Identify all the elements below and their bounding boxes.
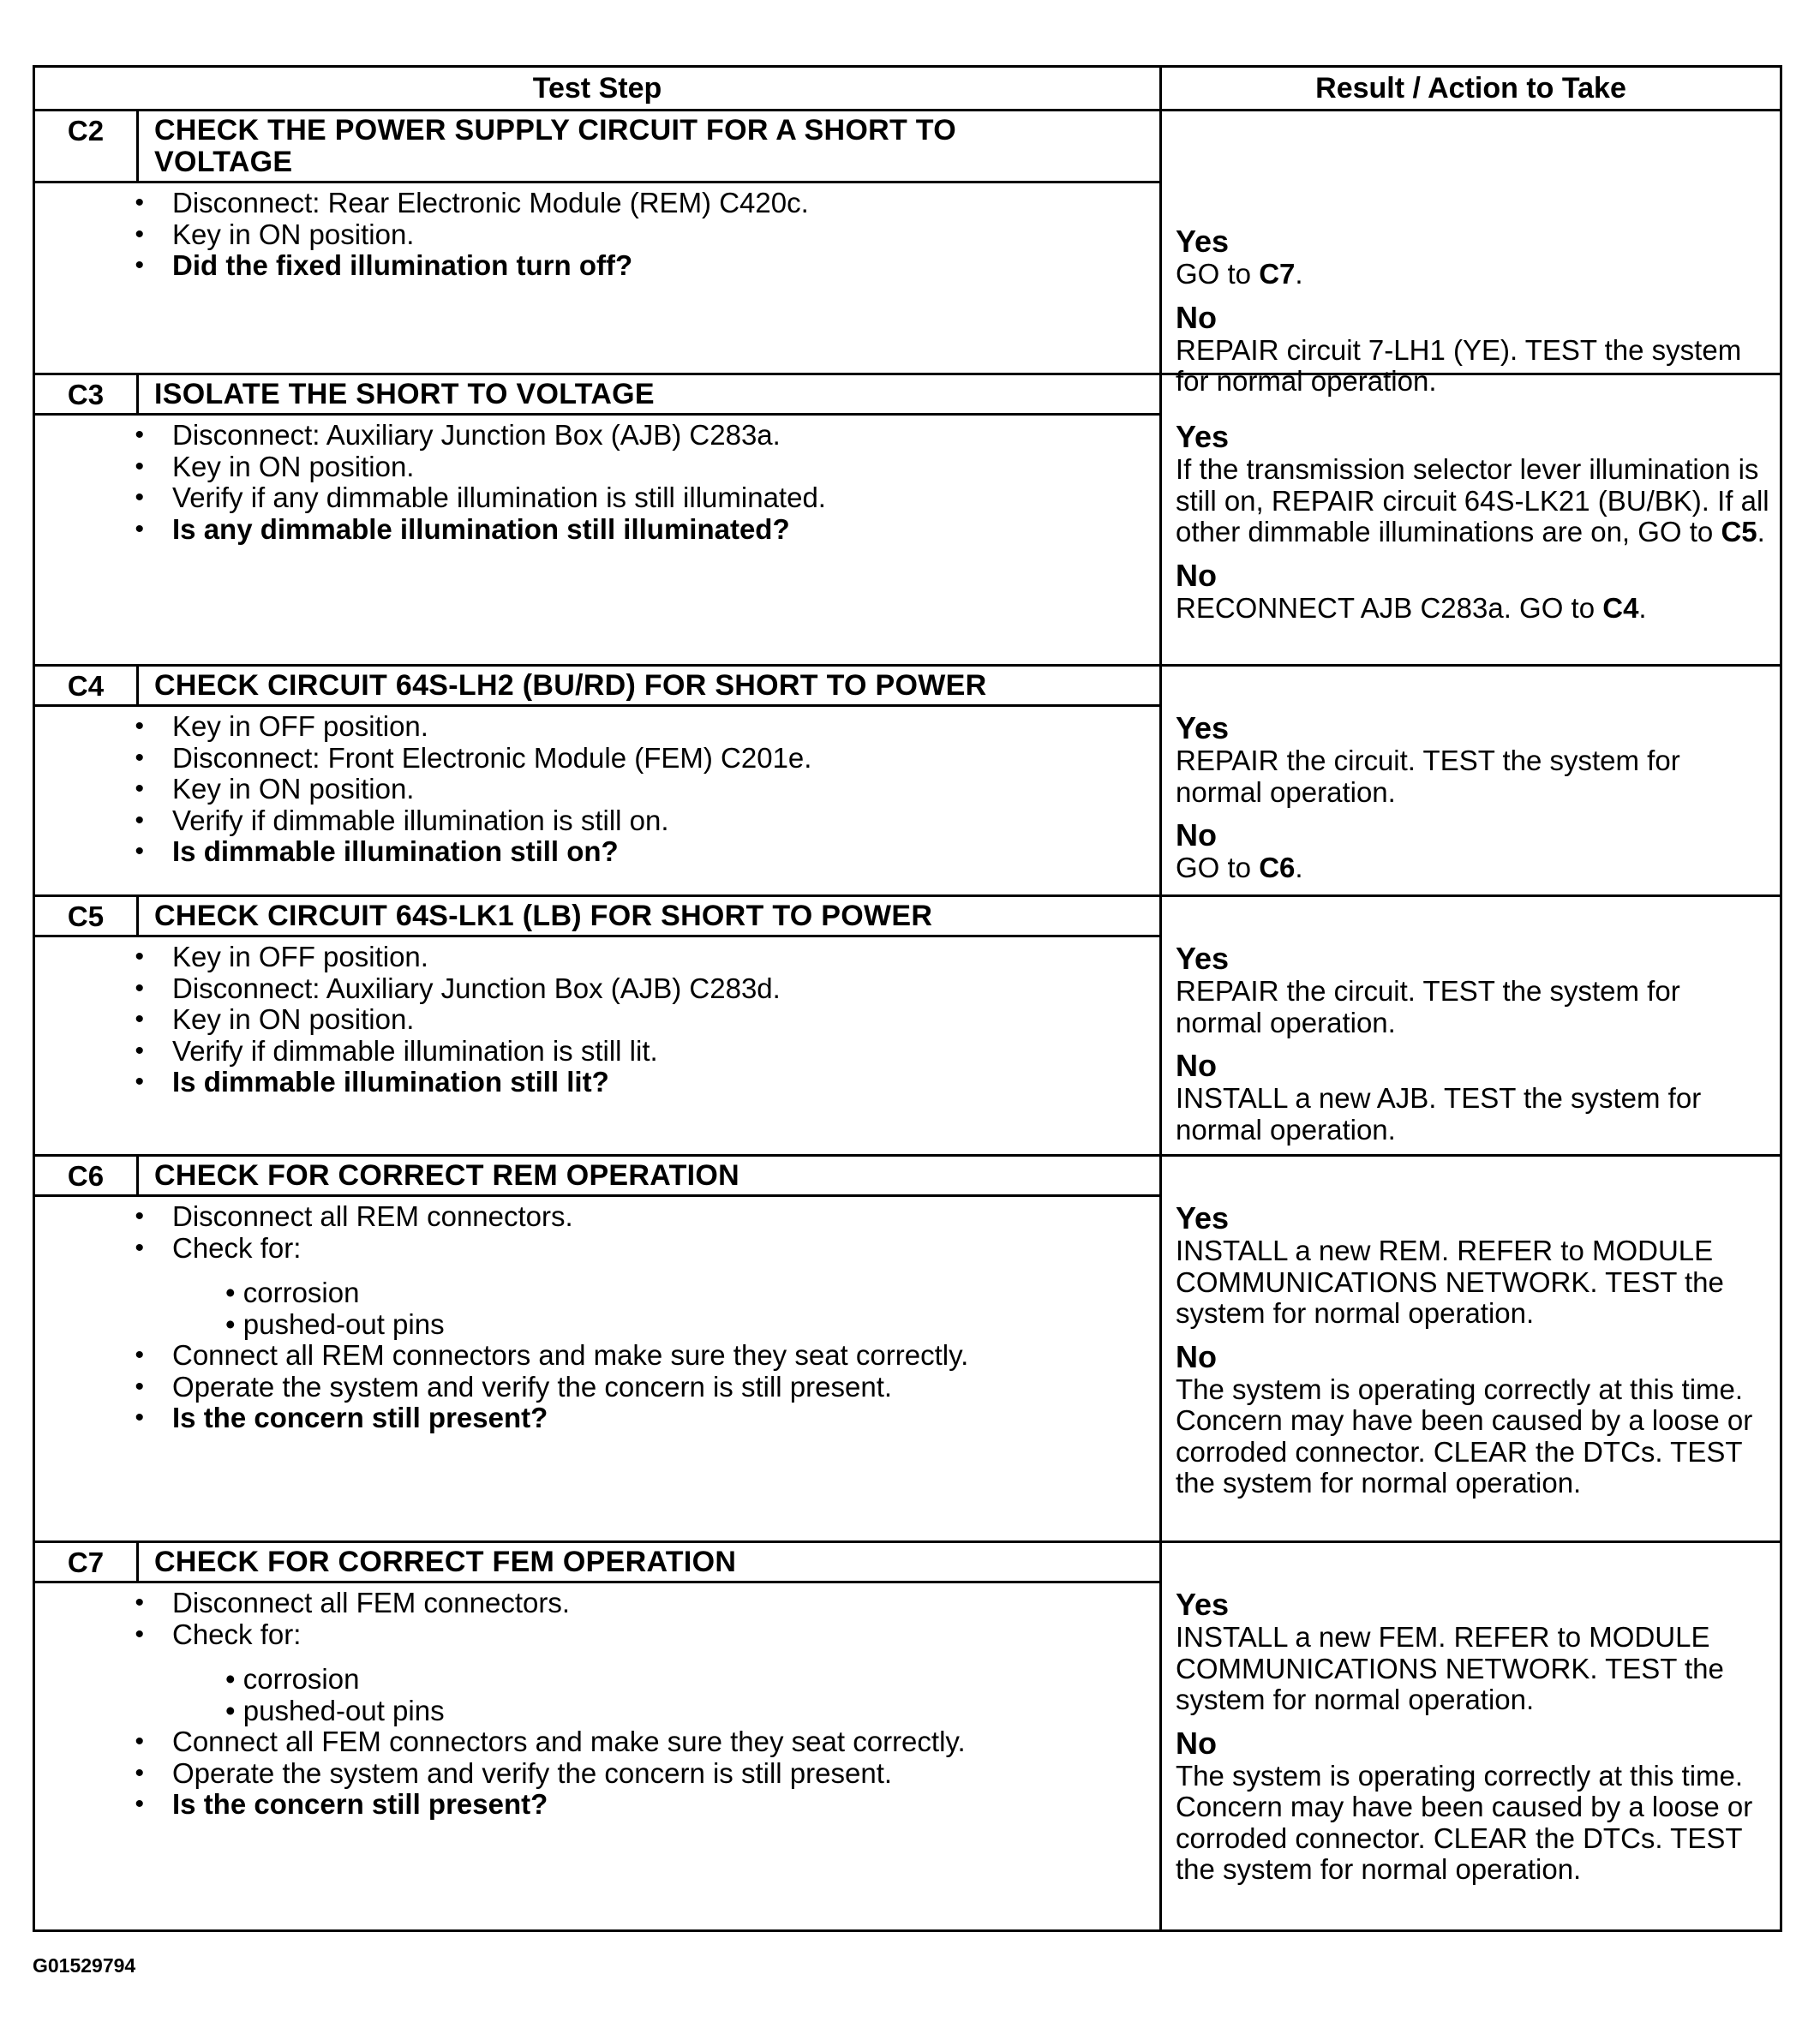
instruction-text: Did the fixed illumination turn off? xyxy=(172,249,633,281)
instruction-text: Verify if dimmable illumination is still on. xyxy=(172,804,669,836)
step-instructions xyxy=(35,1543,1162,1929)
yes-label: Yes xyxy=(1176,1200,1230,1235)
step-instruction xyxy=(35,774,1159,805)
step-instruction xyxy=(35,973,1159,1005)
step-instructions xyxy=(35,111,1162,373)
no-step-ref[interactable]: C4 xyxy=(1602,591,1639,624)
step-row-c3 xyxy=(35,375,1780,667)
bullet-icon: • xyxy=(135,421,144,449)
step-title-row xyxy=(35,111,1159,183)
no-label: No xyxy=(1176,1725,1217,1761)
step-results xyxy=(1162,111,1780,397)
yes-action-text: INSTALL a new REM. REFER to MODULE COMMUNICATIONS NETWORK. TEST the system for normal operation. xyxy=(1176,1235,1724,1329)
bullet-icon: • xyxy=(135,743,144,772)
bullet-icon: • xyxy=(135,837,144,865)
spacer xyxy=(1176,290,1773,301)
instruction-text: Is the concern still present? xyxy=(172,1788,548,1820)
no-action xyxy=(1176,593,1773,625)
yes-action-text: GO to xyxy=(1176,258,1260,290)
step-question xyxy=(35,514,1159,546)
bullet-icon: • xyxy=(135,1372,144,1401)
step-title-line: CHECK FOR CORRECT FEM OPERATION xyxy=(154,1546,737,1578)
spacer xyxy=(1176,1716,1773,1726)
bullet-icon: • xyxy=(135,1619,144,1648)
step-instruction xyxy=(35,1588,1159,1619)
yes-action xyxy=(1176,1235,1773,1330)
no-label: No xyxy=(1176,557,1217,593)
step-question xyxy=(35,836,1159,868)
step-title-line: CHECK THE POWER SUPPLY CIRCUIT FOR A SHORT TO xyxy=(154,114,956,147)
answer-block xyxy=(1176,224,1773,398)
step-question xyxy=(35,250,1159,282)
step-title xyxy=(139,667,1159,704)
sub-bullet-icon: • xyxy=(225,1663,243,1695)
no-action xyxy=(1176,1761,1773,1886)
step-title-row xyxy=(35,897,1159,937)
no-action-text: The system is operating correctly at this time. Concern may have been caused by a loose or corroded connector. CLEAR the DTCs. TEST the system for normal operation. xyxy=(1176,1759,1753,1885)
step-instruction xyxy=(35,188,1159,219)
sub-bullet-icon: • xyxy=(225,1277,243,1308)
step-instructions xyxy=(35,897,1162,1154)
no-label: No xyxy=(1176,299,1217,335)
yes-action xyxy=(1176,454,1773,548)
answer-block xyxy=(1176,420,1773,624)
step-title xyxy=(139,111,1159,181)
sub-item xyxy=(35,1309,1159,1341)
step-id: C5 xyxy=(35,897,139,935)
bullet-icon: • xyxy=(135,712,144,740)
bullet-icon: • xyxy=(135,188,144,217)
spacer xyxy=(1176,808,1773,818)
step-instructions xyxy=(35,375,1162,664)
step-body xyxy=(35,1583,1159,1829)
step-instruction xyxy=(35,219,1159,251)
step-title-line: ISOLATE THE SHORT TO VOLTAGE xyxy=(154,378,655,410)
instruction-text: Is any dimmable illumination still illuminated? xyxy=(172,512,790,545)
step-instructions xyxy=(35,667,1162,894)
bullet-icon: • xyxy=(135,1403,144,1432)
instruction-text: Check for: xyxy=(172,1231,302,1264)
step-instruction xyxy=(35,452,1159,483)
answer-block xyxy=(1176,1201,1773,1499)
step-instruction xyxy=(35,482,1159,514)
yes-label: Yes xyxy=(1176,941,1230,976)
bullet-icon: • xyxy=(135,973,144,1002)
instruction-text: Connect all FEM connectors and make sure they seat correctly. xyxy=(172,1726,966,1757)
step-instruction xyxy=(35,1036,1159,1068)
yes-action-text: If the transmission selector lever illumination is still on, REPAIR circuit 64S-LK21 (BU/BK). If all other dimmable illuminations are on, GO to xyxy=(1176,453,1769,547)
test-step-table xyxy=(33,65,1782,1932)
instruction-text: Verify if any dimmable illumination is still illuminated. xyxy=(172,482,826,513)
yes-action xyxy=(1176,745,1773,808)
step-id: C4 xyxy=(35,667,139,704)
header-result: Result / Action to Take xyxy=(1315,71,1626,105)
bullet-icon: • xyxy=(135,1005,144,1033)
instruction-text: Connect all REM connectors and make sure they seat correctly. xyxy=(172,1339,969,1371)
no-action-end: . xyxy=(1638,591,1647,624)
answer-block xyxy=(1176,711,1773,884)
step-results xyxy=(1162,1543,1780,1929)
instruction-text: Key in ON position. xyxy=(172,218,415,250)
step-row-c5 xyxy=(35,897,1780,1157)
step-title xyxy=(139,897,1159,935)
step-title-line: CHECK CIRCUIT 64S-LK1 (LB) FOR SHORT TO POWER xyxy=(154,900,933,932)
bullet-icon: • xyxy=(135,1588,144,1617)
step-results xyxy=(1162,375,1780,664)
answer-block xyxy=(1176,942,1773,1146)
instruction-text: Operate the system and verify the concern is still present. xyxy=(172,1756,893,1789)
no-action xyxy=(1176,1374,1773,1499)
instruction-text: Disconnect all REM connectors. xyxy=(172,1200,573,1232)
no-action-text: INSTALL a new AJB. TEST the system for normal operation. xyxy=(1176,1082,1702,1146)
yes-step-ref[interactable]: C7 xyxy=(1259,258,1296,290)
yes-label: Yes xyxy=(1176,419,1230,454)
no-action-text: RECONNECT AJB C283a. GO to xyxy=(1176,591,1603,624)
step-body xyxy=(35,937,1159,1107)
bullet-icon: • xyxy=(135,775,144,803)
step-instructions xyxy=(35,1157,1162,1540)
step-row-c6 xyxy=(35,1157,1780,1543)
bullet-icon: • xyxy=(135,805,144,835)
step-instruction xyxy=(35,1340,1159,1372)
sub-item-text: pushed-out pins xyxy=(242,1307,445,1340)
yes-action-text: INSTALL a new FEM. REFER to MODULE COMMUNICATIONS NETWORK. TEST the system for normal operation. xyxy=(1176,1621,1724,1715)
step-title xyxy=(139,1543,1159,1581)
step-body xyxy=(35,707,1159,876)
step-title-line: VOLTAGE xyxy=(154,146,293,178)
step-title-row xyxy=(35,1543,1159,1583)
yes-action-end: . xyxy=(1295,258,1303,290)
step-title-line: CHECK FOR CORRECT REM OPERATION xyxy=(154,1159,740,1192)
instruction-text: Disconnect: Auxiliary Junction Box (AJB) C283a. xyxy=(172,419,781,451)
table-header xyxy=(35,68,1780,111)
bullet-icon: • xyxy=(135,483,144,511)
sub-item-text: corrosion xyxy=(242,1663,360,1695)
instruction-text: Disconnect: Rear Electronic Module (REM) C420c. xyxy=(172,187,809,218)
sub-item-text: pushed-out pins xyxy=(242,1694,445,1726)
step-instruction xyxy=(35,1726,1159,1758)
sub-item xyxy=(35,1277,1159,1309)
no-action-text: GO to xyxy=(1176,852,1260,883)
step-results xyxy=(1162,897,1780,1154)
yes-action-text: REPAIR the circuit. TEST the system for normal operation. xyxy=(1176,745,1680,808)
yes-action xyxy=(1176,259,1773,290)
step-instruction xyxy=(35,1004,1159,1036)
step-instruction xyxy=(35,711,1159,743)
instruction-text: Key in OFF position. xyxy=(172,941,428,972)
instruction-text: Key in OFF position. xyxy=(172,710,428,742)
step-instruction xyxy=(35,1372,1159,1403)
sub-bullet-icon: • xyxy=(225,1694,243,1726)
step-results xyxy=(1162,667,1780,894)
bullet-icon: • xyxy=(135,251,144,279)
bullet-icon: • xyxy=(135,1727,144,1756)
yes-label: Yes xyxy=(1176,710,1230,745)
no-action-text: The system is operating correctly at this time. Concern may have been caused by a loose or corroded connector. CLEAR the DTCs. TEST the system for normal operation. xyxy=(1176,1373,1753,1499)
step-row-c4 xyxy=(35,667,1780,897)
no-label: No xyxy=(1176,1048,1217,1083)
step-instruction xyxy=(35,942,1159,973)
instruction-text: Is dimmable illumination still on? xyxy=(172,835,619,867)
no-action-end: . xyxy=(1295,852,1303,883)
step-body xyxy=(35,416,1159,553)
step-title-row xyxy=(35,1157,1159,1197)
step-results xyxy=(1162,1157,1780,1540)
instruction-text: Key in ON position. xyxy=(172,1003,415,1035)
step-instruction xyxy=(35,1233,1159,1265)
instruction-text: Disconnect all FEM connectors. xyxy=(172,1587,571,1618)
no-action-text: REPAIR circuit 7-LH1 (YE). TEST the system for normal operation. xyxy=(1176,333,1742,397)
step-row-c7 xyxy=(35,1543,1780,1929)
step-id: C3 xyxy=(35,375,139,413)
instruction-text: Operate the system and verify the concern is still present. xyxy=(172,1370,893,1403)
bullet-icon: • xyxy=(135,1233,144,1262)
bullet-icon: • xyxy=(135,1202,144,1230)
step-id: C6 xyxy=(35,1157,139,1194)
no-label: No xyxy=(1176,1338,1217,1374)
instruction-text: Disconnect: Front Electronic Module (FEM) C201e. xyxy=(172,741,812,774)
step-instruction xyxy=(35,420,1159,452)
sub-item xyxy=(35,1696,1159,1727)
bullet-icon: • xyxy=(135,1341,144,1369)
spacer xyxy=(1176,548,1773,559)
step-question xyxy=(35,1403,1159,1434)
step-body xyxy=(35,1197,1159,1443)
instruction-text: Check for: xyxy=(172,1618,302,1650)
header-test-step: Test Step xyxy=(35,68,1162,109)
step-title xyxy=(139,1157,1159,1194)
step-body xyxy=(35,183,1159,290)
spacer xyxy=(1176,1330,1773,1340)
yes-label: Yes xyxy=(1176,1587,1230,1622)
no-step-ref[interactable]: C6 xyxy=(1259,852,1296,883)
instruction-text: Key in ON position. xyxy=(172,773,415,805)
sub-item xyxy=(35,1664,1159,1696)
steps-container xyxy=(35,111,1780,1929)
bullet-icon: • xyxy=(135,514,144,543)
step-title xyxy=(139,375,1159,413)
step-instruction xyxy=(35,1619,1159,1651)
no-action xyxy=(1176,1083,1773,1146)
yes-label: Yes xyxy=(1176,224,1230,259)
spacer xyxy=(1176,1038,1773,1049)
bullet-icon: • xyxy=(135,452,144,481)
bullet-icon: • xyxy=(135,1036,144,1065)
step-id: C2 xyxy=(35,111,139,181)
instruction-text: Verify if dimmable illumination is still lit. xyxy=(172,1034,658,1067)
sub-bullet-icon: • xyxy=(225,1307,243,1340)
bullet-icon: • xyxy=(135,1790,144,1818)
step-instruction xyxy=(35,805,1159,837)
instruction-text: Disconnect: Auxiliary Junction Box (AJB) C283d. xyxy=(172,972,781,1004)
bullet-icon: • xyxy=(135,219,144,248)
step-title-row xyxy=(35,667,1159,707)
bullet-icon: • xyxy=(135,1068,144,1096)
step-question xyxy=(35,1067,1159,1098)
sub-item-text: corrosion xyxy=(242,1277,360,1308)
yes-action-end: . xyxy=(1757,516,1765,547)
instruction-text: Key in ON position. xyxy=(172,450,415,482)
yes-step-ref[interactable]: C5 xyxy=(1721,516,1757,547)
answer-block xyxy=(1176,1588,1773,1886)
step-id: C7 xyxy=(35,1543,139,1581)
spacer xyxy=(35,1264,1159,1277)
step-instruction xyxy=(35,1758,1159,1790)
no-label: No xyxy=(1176,817,1217,852)
no-action xyxy=(1176,852,1773,884)
bullet-icon: • xyxy=(135,1758,144,1787)
step-title-row xyxy=(35,375,1159,416)
yes-action xyxy=(1176,976,1773,1038)
instruction-text: Is the concern still present? xyxy=(172,1402,548,1433)
yes-action xyxy=(1176,1622,1773,1716)
step-title-line: CHECK CIRCUIT 64S-LH2 (BU/RD) FOR SHORT TO POWER xyxy=(154,669,987,702)
step-question xyxy=(35,1789,1159,1821)
step-instruction xyxy=(35,743,1159,775)
spacer xyxy=(35,1650,1159,1664)
figure-id: G01529794 xyxy=(33,1954,136,1977)
step-instruction xyxy=(35,1201,1159,1233)
yes-action-text: REPAIR the circuit. TEST the system for normal operation. xyxy=(1176,975,1680,1038)
bullet-icon: • xyxy=(135,942,144,971)
instruction-text: Is dimmable illumination still lit? xyxy=(172,1066,609,1098)
